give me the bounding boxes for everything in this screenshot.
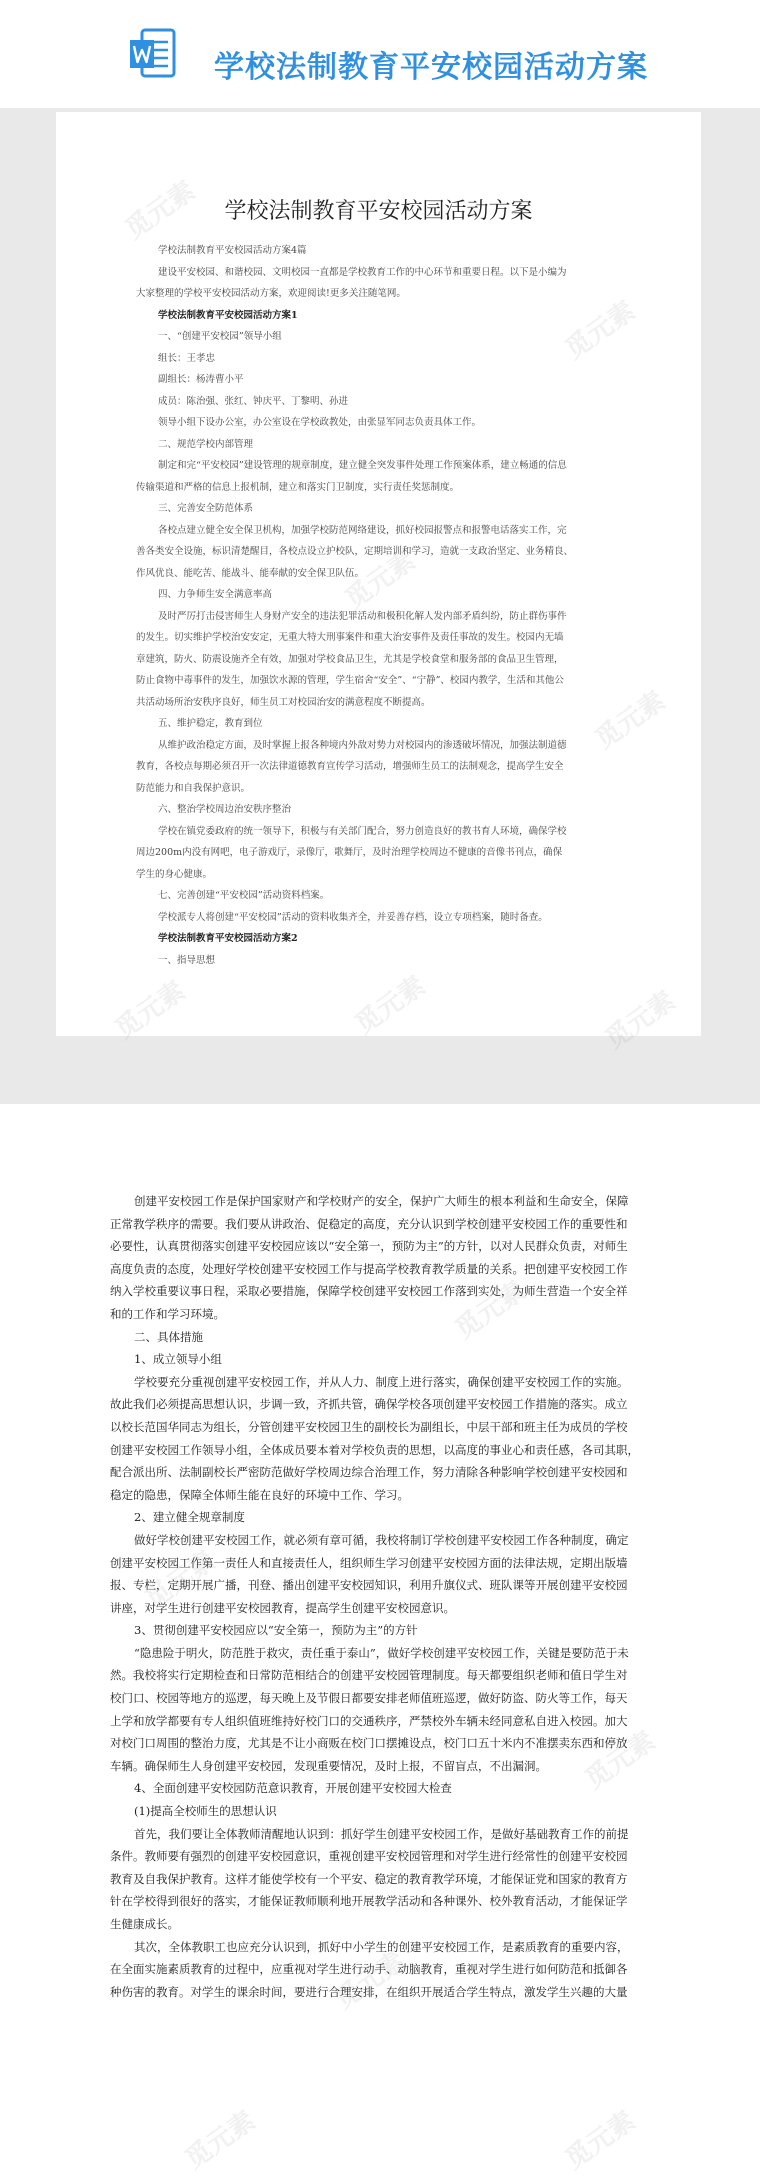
text-line: 成员：陈治强、张红、钟庆平、丁黎明、孙进 xyxy=(158,395,349,407)
text-line: (1)提高全校师生的思想认识 xyxy=(134,1804,277,1819)
text-line: 学校要充分重视创建平安校园工作，并从人力、制度上进行落实，确保创建平安校园工作的实施。 xyxy=(134,1374,629,1389)
text-line: 善各类安全设施，标识清楚醒目，各校点设立护校队，定期培训和学习，造就一支政治坚定、业务精良、 xyxy=(136,546,574,557)
text-line: “隐患险于明火，防范胜于救灾，责任重于泰山”，做好学校创建平安校园工作，关键是要防范于未 xyxy=(134,1645,629,1660)
text-line: 副组长：杨涛曹小平 xyxy=(158,374,244,385)
text-line: 车辆。确保师生人身创建平安校园，发现重要情况，及时上报，不留盲点，不出漏洞。 xyxy=(110,1758,547,1773)
text-line: 学生的身心健康。 xyxy=(136,868,213,880)
text-line: 的发生。切实维护学校治安安定，无重大特大刑事案件和重大治安事件及责任事故的发生。校园内无墙 xyxy=(136,632,564,643)
text-line: 章建筑，防火、防震设施齐全有效，加强对学校食品卫生，尤其是学校食堂和服务部的食品卫生管理， xyxy=(136,653,564,665)
text-line: 及时严厉打击侵害师生人身财产安全的违法犯罪活动和极积化解人发内部矛盾纠纷，防止群伤事件 xyxy=(158,610,567,622)
text-line: 创建平安校园工作第一责任人和直接责任人，组织师生学习创建平安校园方面的法律法规，定期出版墙 xyxy=(110,1555,628,1570)
text-line: 1、成立领导小组 xyxy=(134,1352,222,1367)
text-line: 从维护政治稳定方面，及时掌握上报各种境内外敌对势力对校园内的渗透破坏情况，加强法制道德 xyxy=(158,739,567,751)
section-heading: 学校法制教育平安校园活动方案1 xyxy=(158,309,298,321)
text-line: 纳入学校重要议事日程，采取必要措施，保障学校创建平安校园工作落到实处，为师生营造一个安全祥 xyxy=(110,1284,628,1299)
text-line: 创建平安校园工作领导小组，全体成员要本着对学校负责的思想，以高度的事业心和责任感，各司其职， xyxy=(110,1442,639,1457)
watermark: 觅元素 xyxy=(139,1545,221,1616)
banner-title: 学校法制教育平安校园活动方案 xyxy=(214,50,648,85)
text-line: 周边200m内没有网吧，电子游戏厅，录像厅，歌舞厅，及时治理学校周边不健康的音像书刊点，确保 xyxy=(136,847,563,858)
text-line: 种伤害的教育。对学生的课余时间，要进行合理安排，在组织开展适合学生特点，激发学生兴趣的大量 xyxy=(110,1984,628,1999)
text-line: 防止食物中毒事件的发生，加强饮水源的管理，学生宿舍“安全”、“宁静”、校园内教学，生活和其他公 xyxy=(136,675,564,686)
document-preview-card xyxy=(56,112,701,1036)
text-line: 大家整理的学校平安校园活动方案，欢迎阅读!更多关注随笔网。 xyxy=(136,288,406,299)
text-line: 二、规范学校内部管理 xyxy=(158,438,254,450)
header-banner xyxy=(0,0,760,108)
text-line: 学校法制教育平安校园活动方案4篇 xyxy=(158,245,307,256)
text-line: 组长：王孝忠 xyxy=(158,352,216,364)
text-line: 三、完善安全防范体系 xyxy=(158,503,254,514)
text-line: 二、具体措施 xyxy=(134,1329,203,1344)
text-line: 针在学校得到很好的落实，才能保证教师顺利地开展教学活动和各种课外、校外教育活动，才能保证学 xyxy=(110,1894,628,1909)
document-title: 学校法制教育平安校园活动方案 xyxy=(224,199,533,224)
text-line: 2、建立健全规章制度 xyxy=(134,1510,245,1525)
watermark: 觅元素 xyxy=(559,2105,641,2176)
section-heading: 学校法制教育平安校园活动方案2 xyxy=(158,933,298,944)
text-line: 五、维护稳定，教育到位 xyxy=(158,718,263,729)
text-line: 配合派出所、法制副校长严密防范做好学校周边综合治理工作，努力清除各种影响学校创建平安校园和 xyxy=(110,1465,628,1480)
text-line: 建设平安校园、和谐校园、文明校园一直都是学校教育工作的中心环节和重要日程。以下是小编为 xyxy=(158,266,567,278)
text-line: 各校点建立健全安全保卫机构，加强学校防范网络建设，抓好校园报警点和报警电话落实工作，完 xyxy=(158,524,567,536)
text-line: 学校在镇党委政府的统一领导下，积极与有关部门配合，努力创造良好的教书育人环境，确保学校 xyxy=(158,825,567,837)
document-body-text xyxy=(110,1190,670,2003)
text-line: 防范能力和自我保护意识。 xyxy=(136,782,251,794)
text-line: 讲座，对学生进行创建平安校园教育，提高学生创建平安校园意识。 xyxy=(110,1600,455,1615)
text-line: 校门口、校园等地方的巡逻，每天晚上及节假日都要安排老师值班巡逻，做好防盗、防火等工作，每天 xyxy=(110,1691,628,1706)
text-line: 然。我校将实行定期检查和日常防范相结合的创建平安校园管理制度。每天都要组织老师和值日学生对 xyxy=(110,1668,628,1683)
text-line: 四、力争师生安全满意率高 xyxy=(158,589,273,600)
text-line: 在全面实施素质教育的过程中，应重视对学生进行动手、动脑教育，重视对学生进行如何防范和抵御各 xyxy=(110,1962,628,1977)
text-line: 高度负责的态度，处理好学校创建平安校园工作与提高学校教育教学质量的关系。把创建平安校园工作 xyxy=(110,1261,628,1276)
watermark: 觅元素 xyxy=(579,1725,661,1796)
text-line: 共活动场所治安秩序良好，师生员工对校园治安的满意程度不断提高。 xyxy=(136,696,431,708)
text-line: 一、“创建平安校园”领导小组 xyxy=(158,331,282,342)
text-line: 创建平安校园工作是保护国家财产和学校财产的安全，保护广大师生的根本利益和生命安全，保障 xyxy=(134,1194,629,1208)
text-line: 学校派专人将创建“平安校园”活动的资料收集齐全，并妥善存档，设立专项档案，随时备查。 xyxy=(158,911,548,923)
watermark: 觅元素 xyxy=(179,2105,261,2176)
document-preview-text xyxy=(136,240,656,971)
text-line: 上学和放学都要有专人组织值班维持好校门口的交通秩序，严禁校外车辆未经同意私自进入校园。加大 xyxy=(110,1713,628,1728)
text-line: 首先，我们要让全体教师清醒地认识到：抓好学生创建平安校园工作，是做好基础教育工作的前提 xyxy=(134,1826,629,1841)
text-line: 必要性，认真贯彻落实创建平安校园应该以“安全第一，预防为主”的方针，以对人民群众负责，对师生 xyxy=(110,1239,628,1254)
text-line: 稳定的隐患，保障全体师生能在良好的环境中工作、学习。 xyxy=(110,1487,409,1502)
text-line: 一、指导思想 xyxy=(158,954,216,966)
text-line: 制定和完“平安校园”建设管理的规章制度，建立健全突发事件处理工作预案体系，建立畅通的信息 xyxy=(158,460,567,471)
text-line: 3、贯彻创建平安校园应以“安全第一，预防为主”的方针 xyxy=(134,1623,418,1638)
text-line: 和的工作和学习环境。 xyxy=(110,1306,225,1321)
watermark: 觅元素 xyxy=(329,1945,411,2016)
text-line: 条件。教师要有强烈的创建平安校园意识，重视创建平安校园管理和对学生进行经常性的创建平安校园 xyxy=(110,1849,628,1864)
text-line: 六、整治学校周边治安秩序整治 xyxy=(158,804,292,815)
text-line: 正常教学秩序的需要。我们要从讲政治、促稳定的高度，充分认识到学校创建平安校园工作的重要性和 xyxy=(110,1216,628,1231)
text-line: 生健康成长。 xyxy=(110,1917,179,1931)
text-line: 报、专栏，定期开展广播，刊登、播出创建平安校园知识，利用升旗仪式、班队课等开展创建平安校园 xyxy=(110,1578,628,1593)
text-line: 以校长范国华同志为组长，分管创建平安校园卫生的副校长为副组长，中层干部和班主任为成员的学校 xyxy=(110,1419,628,1434)
text-line: 做好学校创建平安校园工作，就必须有章可循，我校将制订学校创建平安校园工作各种制度，确定 xyxy=(134,1532,629,1547)
text-line: 对校门口周围的整治力度，尤其是不让小商贩在校门口摆摊设点，校门口五十米内不准摆卖东西和停放 xyxy=(110,1736,628,1751)
word-document-icon xyxy=(130,28,176,80)
text-line: 其次，全体教职工也应充分认识到，抓好中小学生的创建平安校园工作，是素质教育的重要内容， xyxy=(134,1939,629,1954)
text-line: 教育及自我保护教育。这样才能使学校有一个平安、稳定的教育教学环境，才能保证党和国家的教育方 xyxy=(110,1871,628,1886)
text-line: 领导小组下设办公室，办公室设在学校政教处，由张显军同志负责具体工作。 xyxy=(158,417,482,428)
text-line: 作风优良、能吃苦、能战斗、能奉献的安全保卫队伍。 xyxy=(136,567,365,579)
text-line: 教育，各校点每期必须召开一次法律道德教育宣传学习活动，增强师生员工的法制观念，提高学生安全 xyxy=(136,761,564,772)
text-line: 故此我们必须提高思想认识，步调一致，齐抓共管，确保学校各项创建平安校园工作措施的落实。成立 xyxy=(110,1397,628,1412)
watermark: 觅元素 xyxy=(449,1275,531,1346)
text-line: 传输渠道和严格的信息上报机制，建立和落实门卫制度，实行责任奖惩制度。 xyxy=(136,481,460,493)
text-line: 4、全面创建平安校园防范意识教育，开展创建平安校园大检查 xyxy=(134,1781,452,1796)
text-line: 七、完善创建“平安校园”活动资料档案。 xyxy=(158,890,330,901)
